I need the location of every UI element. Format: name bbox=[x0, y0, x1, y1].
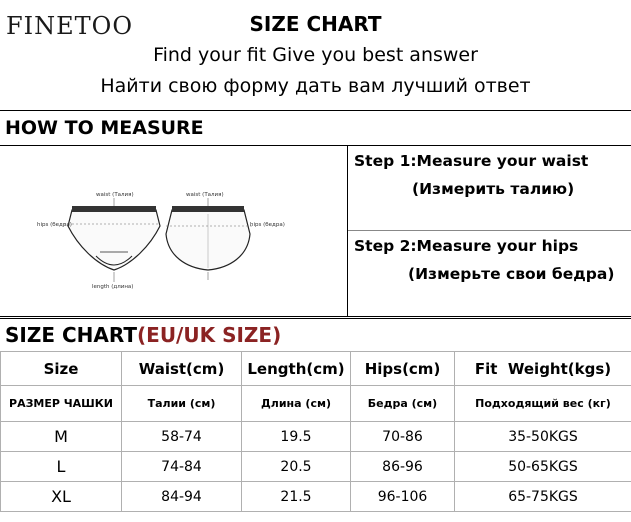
table-cell: L bbox=[1, 452, 122, 482]
table-cell: 65-75KGS bbox=[455, 482, 631, 512]
step-2-subtitle: (Измерьте свои бедра) bbox=[408, 265, 615, 283]
table-header-russian bbox=[1, 386, 631, 422]
table-cell: 74-84 bbox=[122, 452, 242, 482]
brand-logo: FINETOO bbox=[6, 12, 134, 40]
table-cell: 58-74 bbox=[122, 422, 242, 452]
size-chart-label: SIZE CHART bbox=[5, 323, 138, 347]
back-waist-label: waist (Талия) bbox=[186, 192, 224, 198]
step-2 bbox=[348, 231, 631, 317]
table-cell: XL bbox=[1, 482, 122, 512]
table-header-cell: Size bbox=[1, 352, 122, 386]
front-length-label: length (длина) bbox=[92, 284, 134, 290]
header bbox=[0, 0, 631, 104]
table-header-cell: Подходящий вес (кг) bbox=[455, 386, 631, 422]
table-cell: 19.5 bbox=[242, 422, 351, 452]
table-header-cell: Бедра (см) bbox=[351, 386, 455, 422]
table-row bbox=[1, 482, 631, 512]
table-header-cell: Талии (см) bbox=[122, 386, 242, 422]
table-cell: 86-96 bbox=[351, 452, 455, 482]
measure-section bbox=[0, 146, 631, 316]
table-header-cell: Fit Weight(kgs) bbox=[455, 352, 631, 386]
table-cell: 84-94 bbox=[122, 482, 242, 512]
table-header-cell: РАЗМЕР ЧАШКИ bbox=[1, 386, 122, 422]
step-1-title: Step 1:Measure your waist bbox=[354, 152, 589, 170]
size-table bbox=[0, 351, 631, 512]
back-view-diagram bbox=[166, 192, 285, 280]
table-header-cell: Length(cm) bbox=[242, 352, 351, 386]
table-cell: 96-106 bbox=[351, 482, 455, 512]
back-hips-label: hips (бедра) bbox=[250, 222, 285, 228]
table-row bbox=[1, 422, 631, 452]
subtitle-english: Find your fit Give you best answer bbox=[153, 44, 478, 66]
table-cell: 50-65KGS bbox=[455, 452, 631, 482]
step-1 bbox=[348, 146, 631, 231]
table-header-english bbox=[1, 352, 631, 386]
step-2-title: Step 2:Measure your hips bbox=[354, 237, 579, 255]
table-cell: 20.5 bbox=[242, 452, 351, 482]
page-title: SIZE CHART bbox=[249, 12, 382, 36]
front-view-diagram bbox=[37, 192, 160, 290]
subtitle-russian: Найти свою форму дать вам лучший ответ bbox=[100, 75, 531, 97]
table-cell: M bbox=[1, 422, 122, 452]
table-header-cell: Длина (см) bbox=[242, 386, 351, 422]
table-cell: 21.5 bbox=[242, 482, 351, 512]
size-chart-heading bbox=[5, 323, 281, 347]
size-chart-label-red: (EU/UK SIZE) bbox=[137, 323, 282, 347]
size-chart-bar bbox=[0, 318, 631, 352]
table-cell: 35-50KGS bbox=[455, 422, 631, 452]
how-to-measure-bar bbox=[0, 110, 631, 146]
front-hips-label: hips (бедра) bbox=[37, 222, 72, 228]
step-1-subtitle: (Измерить талию) bbox=[412, 180, 575, 198]
underwear-diagram-svg bbox=[0, 146, 346, 315]
table-row bbox=[1, 452, 631, 482]
underwear-diagram bbox=[0, 146, 348, 317]
front-waist-label: waist (Талия) bbox=[96, 192, 134, 198]
how-to-measure-heading: HOW TO MEASURE bbox=[5, 117, 204, 139]
table-header-cell: Hips(cm) bbox=[351, 352, 455, 386]
table-header-cell: Waist(cm) bbox=[122, 352, 242, 386]
table-cell: 70-86 bbox=[351, 422, 455, 452]
